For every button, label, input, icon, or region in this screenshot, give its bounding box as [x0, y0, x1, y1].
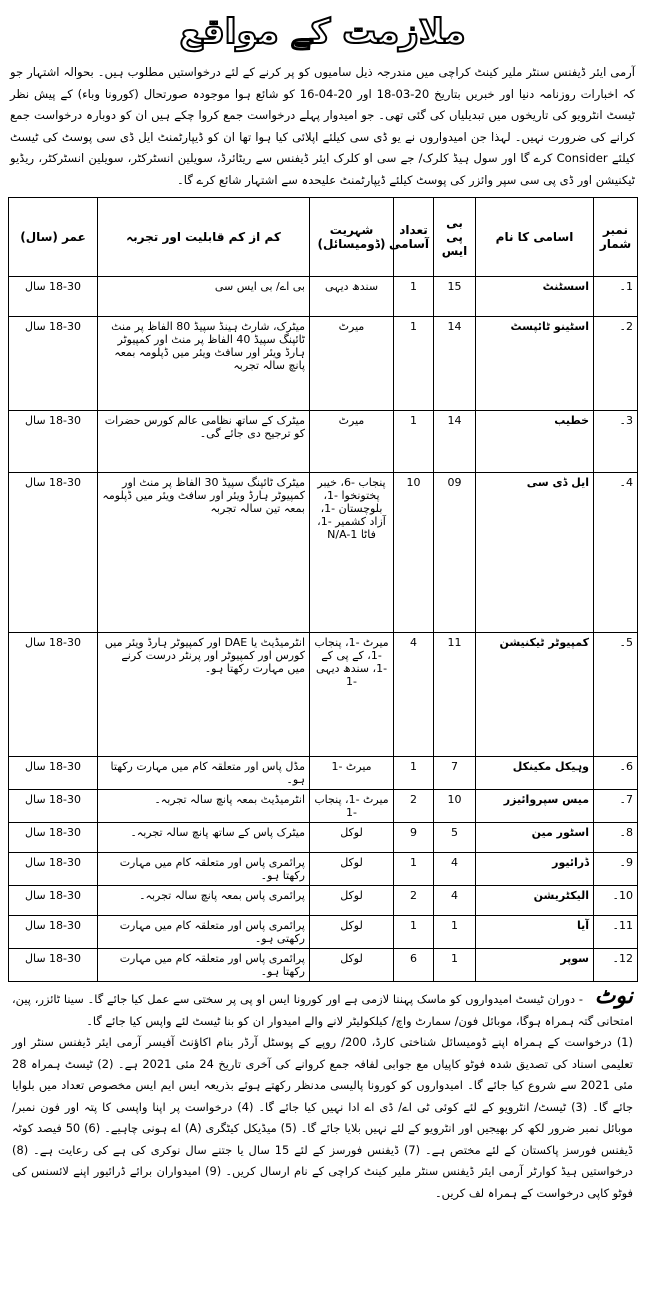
cell-bps: 1: [434, 916, 476, 949]
notes-title: نوٹ: [594, 984, 633, 1009]
cell-serial: 11۔: [594, 916, 638, 949]
cell-vacancies: 2: [394, 790, 434, 823]
header-bps: بی پی ایس: [434, 198, 476, 277]
table-row: [9, 949, 638, 982]
table-row: [9, 411, 638, 473]
cell-qualification: انٹرمیڈیٹ یا DAE اور کمپیوٹر ہارڈ ویئر میں کورس اور کمپیوٹر اور پرنٹر درست کرنے میں مہارت رکھتا ہو۔: [98, 633, 310, 757]
cell-age: 18-30 سال: [9, 853, 98, 886]
cell-vacancies: 2: [394, 886, 434, 916]
cell-qualification: پرائمری پاس اور متعلقہ کام میں مہارت رکھتا ہو۔: [98, 949, 310, 982]
table-body: [9, 277, 638, 982]
cell-age: 18-30 سال: [9, 633, 98, 757]
cell-age: 18-30 سال: [9, 757, 98, 790]
cell-bps: 14: [434, 411, 476, 473]
cell-serial: 8۔: [594, 823, 638, 853]
table-row: [9, 916, 638, 949]
cell-post-name: اسسٹنٹ: [476, 277, 594, 317]
cell-post-name: خطیب: [476, 411, 594, 473]
intro-paragraph: آرمی ایئر ڈیفنس سنٹر ملیر کینٹ کراچی میں مندرجہ ذیل سامیوں کو پر کرنے کے لئے درخواستیں مطلوب ہیں۔ بحوالہ اشتہار جو کہ اخبارات روزنامہ دنیا اور خبریں بتاریخ 20-03-18 اور 20-04-16 کو شائع ہوا موجودہ صورتحال (کورونا وباء) کے پیش نظر ٹیسٹ انٹرویو کی تاریخوں میں تبدیلیاں کی گئی تھی۔ جو امیدوار پہلے درخواست جمع کروا چکے ہیں ان کو دوبارہ درخواست جمع کرانے کی ضرورت نہیں۔ لہذا جن امیدواروں نے یو ڈی سی کیلئے اپلائی کیا ہوا تھا ان کو ڈیپارٹمنٹ ایل ڈی سی پوسٹ کی ٹیسٹ کیلئے Consider کرے گا اور سول ہیڈ کلرک/ جے سی او کلرک ایئر ڈیفنس سے ریٹائرڈ، سویلین انسٹرکٹر، سویلین انسٹرکٹر، ریڈیو ٹیکنیشن اور ڈی پی سی سپر وائزر کی پوسٹ کیلئے ڈیپارٹمنٹ علیحدہ سے اشتہار شائع کرے گا۔: [10, 65, 635, 187]
note-line: - دوران ٹیسٹ امیدواروں کو ماسک پہننا لازمی ہے اور کورونا ایس او پی پر سختی سے عمل کیا جائے گا۔ سینا ٹائزر، پین، امتحانی گتہ ہمراہ ہوگا، موبائل فون/ سمارٹ واچ/ کیلکولیٹر لانے والے امیدوار ان کو بنا ٹیسٹ لئے واپس کیا جائے گا۔: [12, 992, 633, 1028]
cell-serial: 10۔: [594, 886, 638, 916]
cell-qualification: میٹرک پاس کے ساتھ پانچ سالہ تجربہ۔: [98, 823, 310, 853]
cell-domicile: میرٹ -1، پنجاب -1، کے پی کے -1، سندھ دیہی -1: [310, 633, 394, 757]
header-age: عمر (سال): [9, 198, 98, 277]
cell-post-name: الیکٹریشن: [476, 886, 594, 916]
cell-age: 18-30 سال: [9, 823, 98, 853]
cell-domicile: لوکل: [310, 886, 394, 916]
cell-bps: 4: [434, 853, 476, 886]
cell-serial: 3۔: [594, 411, 638, 473]
cell-serial: 4۔: [594, 473, 638, 633]
cell-serial: 5۔: [594, 633, 638, 757]
cell-vacancies: 1: [394, 277, 434, 317]
cell-qualification: بی اے/ بی ایس سی: [98, 277, 310, 317]
cell-bps: 10: [434, 790, 476, 823]
cell-domicile: میرٹ: [310, 317, 394, 411]
cell-vacancies: 1: [394, 916, 434, 949]
cell-age: 18-30 سال: [9, 411, 98, 473]
cell-post-name: وہیکل مکینکل: [476, 757, 594, 790]
table-row: [9, 317, 638, 411]
cell-domicile: میرٹ -1: [310, 757, 394, 790]
table-row: [9, 277, 638, 317]
title-banner: [8, 6, 637, 56]
cell-bps: 15: [434, 277, 476, 317]
table-row: [9, 473, 638, 633]
cell-vacancies: 4: [394, 633, 434, 757]
cell-age: 18-30 سال: [9, 916, 98, 949]
header-serial: نمبر شمار: [594, 198, 638, 277]
cell-age: 18-30 سال: [9, 886, 98, 916]
table-row: [9, 790, 638, 823]
cell-post-name: آیا: [476, 916, 594, 949]
cell-post-name: ڈرائیور: [476, 853, 594, 886]
cell-bps: 4: [434, 886, 476, 916]
cell-serial: 6۔: [594, 757, 638, 790]
header-post-name: اسامی کا نام: [476, 198, 594, 277]
header-qualification: کم از کم قابلیت اور تجربہ: [98, 198, 310, 277]
cell-bps: 14: [434, 317, 476, 411]
cell-domicile: لوکل: [310, 823, 394, 853]
cell-post-name: اسٹینو ٹائپسٹ: [476, 317, 594, 411]
cell-qualification: پرائمری پاس اور متعلقہ کام میں مہارت رکھتی ہو۔: [98, 916, 310, 949]
cell-serial: 1۔: [594, 277, 638, 317]
cell-age: 18-30 سال: [9, 473, 98, 633]
cell-age: 18-30 سال: [9, 790, 98, 823]
cell-qualification: پرائمری پاس اور متعلقہ کام میں مہارت رکھتا ہو۔: [98, 853, 310, 886]
cell-vacancies: 1: [394, 757, 434, 790]
cell-domicile: لوکل: [310, 949, 394, 982]
cell-vacancies: 1: [394, 317, 434, 411]
cell-qualification: مڈل پاس اور متعلقہ کام میں مہارت رکھتا ہو۔: [98, 757, 310, 790]
cell-qualification: میٹرک ٹائپنگ سپیڈ 30 الفاظ پر منٹ اور کمپیوٹر ہارڈ ویئر اور سافٹ ویئر میں ڈپلومہ بمعہ تین سالہ تجربہ: [98, 473, 310, 633]
cell-post-name: کمپیوٹر ٹیکنیشن: [476, 633, 594, 757]
page-title: ملازمت کے مواقع: [179, 11, 466, 52]
note-line: (1) درخواست کے ہمراہ اپنے ڈومیسائل شناختی کارڈ، 200/ روپے کے پوسٹل آرڈر بنام اکاؤنٹ آفیسر آرمی ایئر ڈیفنس سنٹر اور تعلیمی اسناد کی تصدیق شدہ فوٹو کاپیاں مع جوابی لفافہ جمع کروانے کی آخری تاریخ 24 مئی 2021 ہے۔ (2) ٹیسٹ ہمراہ 28 مئی 2021 سے شروع کیا جائے گا۔ امیدواروں کو کورونا پالیسی مدنظر رکھتے ہوئے بذریعہ ایس ایم ایس مخصوص تعداد میں بلوایا جائے گا۔ (3) ٹیسٹ/ انٹرویو کے لئے کوئی ٹی اے/ ڈی اے ادا نہیں کیا جائے گا۔ (4) درخواست پر اپنا واپسی کا پتہ اور فون نمبر/ موبائل نمبر ضرور لکھ کر بھیجیں اور انٹرویو کے لئے نہیں بلایا جائے گا۔ (5) میڈیکل کیٹگری (A) اے ہونی چاہیے۔ (6) 50 فیصد کوٹہ ڈیفنس فورسز پاکستان کے لئے مختص ہے۔ (7) ڈیفنس فورسز کے لئے 15 سال یا جتنے سال نوکری کی ہے کی رعایت ہے۔ (8) درخواستیں ہیڈ کوارٹر آرمی ایئر ڈیفنس سنٹر ملیر کینٹ کراچی کے نام ارسال کریں۔ (9) امیدواران برائے ڈرائیور اپنے لائسنس کی فوٹو کاپی درخواست کے ہمراہ لف کریں۔: [12, 1035, 634, 1200]
cell-serial: 7۔: [594, 790, 638, 823]
cell-age: 18-30 سال: [9, 277, 98, 317]
cell-bps: 09: [434, 473, 476, 633]
table-header-row: [9, 198, 638, 277]
cell-qualification: پرائمری پاس بمعہ پانچ سالہ تجربہ۔: [98, 886, 310, 916]
cell-domicile: سندھ دیہی: [310, 277, 394, 317]
header-vacancies: تعداد آسامی: [394, 198, 434, 277]
cell-serial: 2۔: [594, 317, 638, 411]
cell-domicile: میرٹ -1، پنجاب -1: [310, 790, 394, 823]
cell-age: 18-30 سال: [9, 317, 98, 411]
cell-domicile: میرٹ: [310, 411, 394, 473]
cell-bps: 5: [434, 823, 476, 853]
cell-vacancies: 6: [394, 949, 434, 982]
table-row: [9, 823, 638, 853]
table-row: [9, 633, 638, 757]
header-domicile: شہریت (ڈومیسائل): [310, 198, 394, 277]
cell-domicile: لوکل: [310, 853, 394, 886]
cell-bps: 1: [434, 949, 476, 982]
cell-vacancies: 10: [394, 473, 434, 633]
table-row: [9, 853, 638, 886]
cell-post-name: اسٹور مین: [476, 823, 594, 853]
cell-domicile: لوکل: [310, 916, 394, 949]
cell-serial: 9۔: [594, 853, 638, 886]
cell-serial: 12۔: [594, 949, 638, 982]
cell-qualification: میٹرک کے ساتھ نظامی عالم کورس حضرات کو ترجیح دی جائے گی۔: [98, 411, 310, 473]
notes-section: [8, 986, 637, 1204]
vacancies-table: [8, 197, 638, 982]
cell-bps: 11: [434, 633, 476, 757]
cell-bps: 7: [434, 757, 476, 790]
cell-post-name: سوپر: [476, 949, 594, 982]
cell-qualification: میٹرک، شارٹ ہینڈ سپیڈ 80 الفاظ پر منٹ ٹائپنگ سپیڈ 40 الفاظ پر منٹ اور کمپیوٹر ہارڈ ویئر اور سافٹ ویئر میں ڈپلومہ بمعہ پانچ سالہ تجربہ: [98, 317, 310, 411]
cell-vacancies: 1: [394, 411, 434, 473]
cell-qualification: انٹرمیڈیٹ بمعہ پانچ سالہ تجربہ۔: [98, 790, 310, 823]
cell-domicile: پنجاب -6، خیبر پختونخوا -1، بلوچستان -1، آزاد کشمیر -1، فاٹا N/A-1: [310, 473, 394, 633]
cell-vacancies: 1: [394, 853, 434, 886]
cell-vacancies: 9: [394, 823, 434, 853]
cell-post-name: ایل ڈی سی: [476, 473, 594, 633]
table-row: [9, 886, 638, 916]
cell-post-name: میس سپروائیزر: [476, 790, 594, 823]
table-row: [9, 757, 638, 790]
cell-age: 18-30 سال: [9, 949, 98, 982]
